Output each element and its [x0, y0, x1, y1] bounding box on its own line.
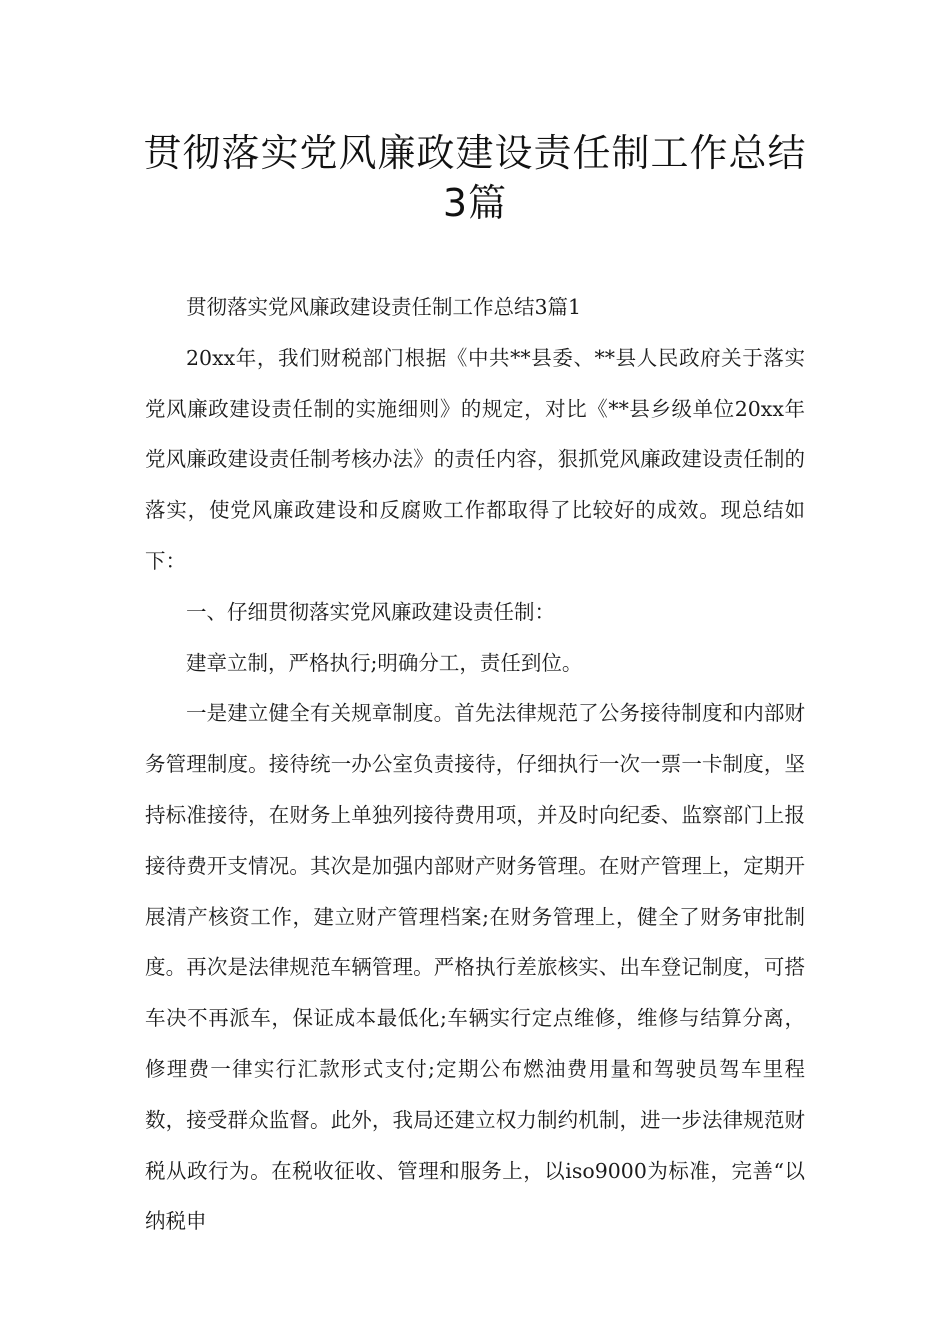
paragraph-details: 一是建立健全有关规章制度。首先法律规范了公务接待制度和内部财务管理制度。接待统一办公室负责接待，仔细执行一次一票一卡制度，坚持标准接待，在财务上单独列接待费用项，并及时向纪委、监察部门上报接待费开支情况。其次是加强内部财产财务管理。在财产管理上，定期开展清产核资工作，建立财产管理档案;在财务管理上，健全了财务审批制度。再次是法律规范车辆管理。严格执行差旅核实、出车登记制度，可搭车决不再派车，保证成本最低化;车辆实行定点维修，维修与结算分离，修理费一律实行汇款形式支付;定期公布燃油费用量和驾驶员驾车里程数，接受群众监督。此外，我局还建立权力制约机制，进一步法律规范财税从政行为。在税收征收、管理和服务上，以iso9000为标准，完善“以纳税申: [145, 701, 805, 1234]
document-body: [145, 282, 805, 1247]
paragraph-intro: 20xx年，我们财税部门根据《中共**县委、**县人民政府关于落实党风廉政建设责任制的实施细则》的规定，对比《**县乡级单位20xx年党风廉政建设责任制考核办法》的责任内容，狠抓党风廉政建设责任制的落实，使党风廉政建设和反腐败工作都取得了比较好的成效。现总结如下：: [145, 345, 805, 573]
section-heading-one: 一、仔细贯彻落实党风廉政建设责任制：: [186, 599, 555, 624]
document-title: 贯彻落实党风廉政建设责任制工作总结3篇: [143, 131, 807, 225]
paragraph-summary: 建章立制，严格执行;明确分工，责任到位。: [186, 650, 583, 675]
section-heading: 贯彻落实党风廉政建设责任制工作总结3篇1: [186, 295, 582, 319]
